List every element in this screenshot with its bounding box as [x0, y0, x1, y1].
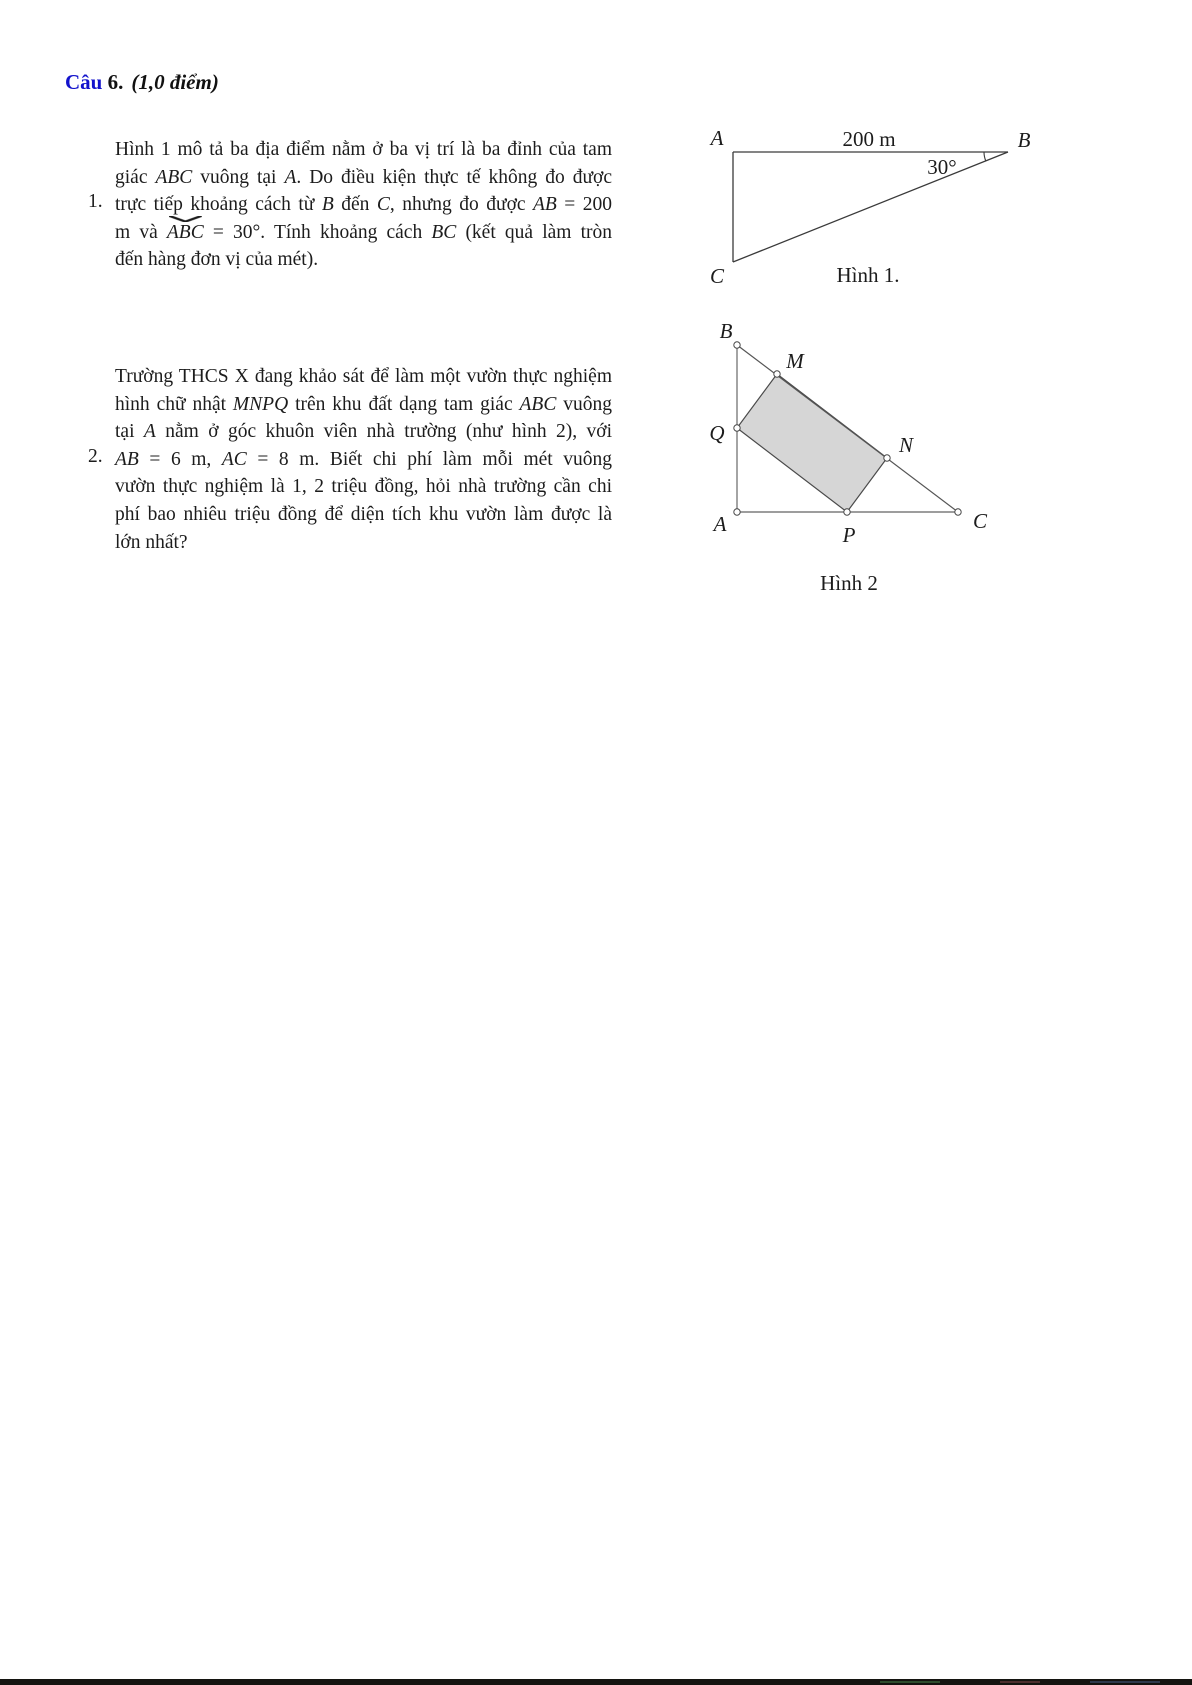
text-line: tại A nằm ở góc khuôn viên nhà trường (như hình 2), với: [115, 421, 612, 443]
fig2-point-c: [955, 509, 961, 515]
problem-1-text: [115, 136, 612, 274]
fig1-angle-arc: [984, 152, 986, 161]
text-line: AB = 6 m, AC = 8 m. Biết chi phí làm mỗi mét vuông: [115, 448, 613, 470]
fig2-point-p-label: P: [842, 523, 856, 547]
list-number-1: 1.: [88, 191, 103, 212]
list-number-2: 2.: [88, 446, 103, 467]
fig2-point-q: [734, 425, 740, 431]
text-line: Hình 1 mô tả ba địa điểm nằm ở ba vị trí là ba đỉnh của tam: [115, 139, 612, 160]
fig1-length-ab-label: 200 m: [842, 127, 896, 151]
question-number: 6.: [102, 70, 124, 94]
fig1-caption: Hình 1.: [836, 263, 900, 287]
text-line: phí bao nhiêu triệu đồng để diện tích khu vườn làm được là: [115, 503, 612, 525]
figure-1: [650, 108, 1050, 293]
fig2-rectangle-mnpq: [737, 374, 887, 512]
math-angle-hat: ABC: [167, 219, 204, 247]
text-line: vườn thực nghiệm là 1, 2 triệu đồng, hỏi nhà trường cần chi: [115, 476, 612, 498]
text-line: m và ABC = 30°. Tính khoảng cách BC (kết quả làm tròn: [115, 219, 612, 247]
text-line: đến hàng đơn vị của mét).: [115, 249, 319, 271]
fig2-vertex-a-label: A: [713, 512, 727, 536]
fig2-caption: Hình 2: [820, 571, 878, 595]
fig1-vertex-a-label: A: [710, 126, 724, 150]
fig1-angle-b-label: 30°: [927, 155, 957, 179]
fig1-vertex-b-label: B: [1017, 128, 1031, 152]
fig2-point-a: [734, 509, 740, 515]
fig2-point-p: [844, 509, 850, 515]
text-line: giác ABC vuông tại A. Do điều kiện thực tế không đo được: [115, 166, 612, 188]
problem-2-text: [115, 363, 612, 556]
fig2-point-m-label: M: [786, 349, 804, 373]
fig2-vertex-c-label: C: [972, 509, 988, 533]
question-points: (1,0 điểm): [131, 70, 219, 94]
fig2-point-n-label: N: [898, 433, 914, 457]
text-line: Trường THCS X đang khảo sát để làm một vườn thực nghiệm: [115, 366, 612, 387]
fig2-point-b: [734, 342, 740, 348]
fig2-point-n: [884, 455, 890, 461]
question-label: Câu: [65, 70, 103, 94]
text-line: hình chữ nhật MNPQ trên khu đất dạng tam giác ABC vuông: [115, 393, 612, 415]
fig2-point-m: [774, 371, 780, 377]
fig2-vertex-b-label: B: [719, 319, 733, 343]
question-header: [65, 70, 219, 95]
scan-artifact-bar: [0, 1679, 1192, 1685]
fig1-edge-cb: [733, 152, 1008, 262]
fig1-vertex-c-label: C: [709, 264, 725, 288]
text-line: lớn nhất?: [115, 531, 188, 553]
figure-2: [650, 300, 1080, 610]
text-line: trực tiếp khoảng cách từ B đến C, nhưng đo được AB = 200: [115, 194, 613, 216]
fig2-point-q-label: Q: [709, 421, 725, 445]
